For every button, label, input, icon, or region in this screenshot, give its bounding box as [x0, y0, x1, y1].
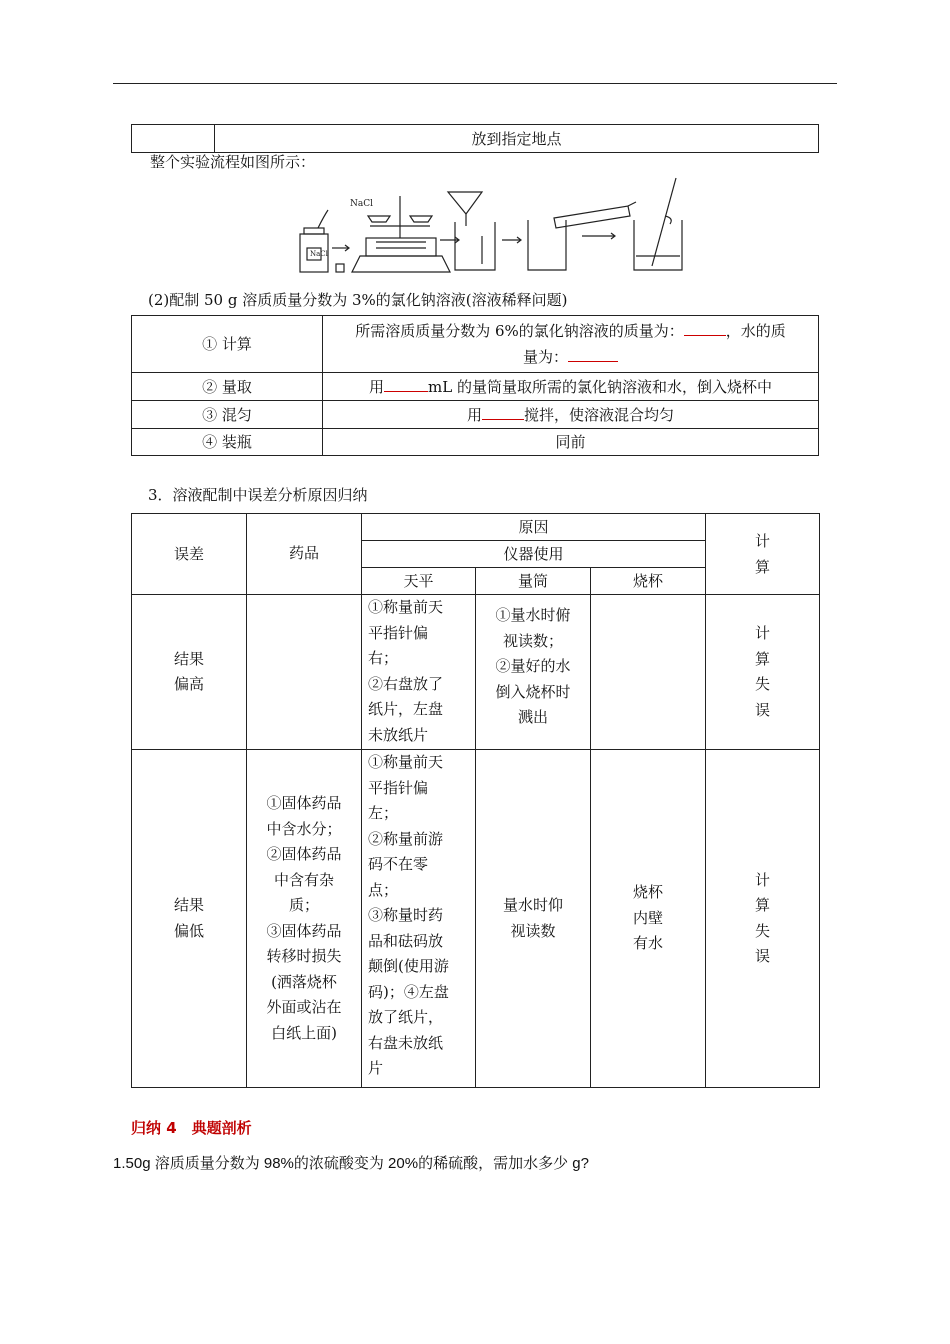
funnel-icon [448, 192, 482, 226]
top-table-right-cell: 放到指定地点 [215, 125, 819, 153]
low-cylinder: 量水时仰 视读数 [476, 750, 591, 1088]
content-cell: 用 mL 的量筒量取所需的氯化钠溶液和水，倒入烧杯中 [323, 373, 819, 401]
arrow-icon [502, 237, 521, 243]
header-balance: 天平 [362, 568, 476, 595]
question-text: 1.50g 溶质质量分数为 98%的浓硫酸变为 20%的稀硫酸，需加水多少 g? [113, 1155, 589, 1172]
dilution-heading: (2)配制 50 g 溶质质量分数为 3%的氯化钠溶液(溶液稀释问题) [148, 291, 568, 309]
high-label: 结果 偏高 [132, 595, 247, 750]
content-cell: 用 搅拌，使溶液混合均匀 [323, 401, 819, 429]
spatula-icon [336, 264, 344, 272]
flow-intro: 整个实验流程如图所示： [150, 153, 316, 171]
high-calc: 计 算 失 误 [706, 595, 820, 750]
table-row [132, 373, 819, 401]
header-cylinder: 量筒 [476, 568, 591, 595]
table-row [132, 316, 819, 373]
header-calc: 计 算 [706, 514, 820, 595]
answer-blank[interactable] [684, 319, 726, 336]
glass-rod-icon [652, 178, 676, 266]
step-cell: ① 计算 [132, 316, 323, 373]
nacl-label-jar: NaCl [310, 250, 328, 258]
top-table [131, 124, 819, 153]
header-error: 误差 [132, 514, 247, 595]
low-beaker: 烧杯 内壁 有水 [591, 750, 706, 1088]
low-drug: ①固体药品 中含水分； ②固体药品 中含有杂 质； ③固体药品 转移时损失 (洒落烧杯 外面或沾在 白纸上面) [247, 750, 362, 1088]
table-row-low [132, 750, 820, 1088]
header-instrument: 仪器使用 [362, 541, 706, 568]
arrow-icon [582, 233, 615, 239]
table-row [132, 429, 819, 456]
header-rule [113, 83, 837, 84]
error-heading: 3．溶液配制中误差分析原因归纳 [148, 486, 368, 504]
arrow-icon [440, 237, 459, 243]
content-cell: 同前 [323, 429, 819, 456]
step-cell: ③ 混匀 [132, 401, 323, 429]
high-drug [247, 595, 362, 750]
answer-blank[interactable] [482, 403, 524, 420]
high-beaker [591, 595, 706, 750]
error-table [131, 513, 820, 1088]
table-row-high [132, 595, 820, 750]
answer-blank[interactable] [568, 345, 618, 362]
low-balance: ①称量前天 平指针偏 左； ②称量前游 码不在零 点； ③称量时药 品和砝码放 颠倒(使用游 码)；④左盘 放了纸片， 右盘未放纸 片 [362, 750, 476, 1088]
step-cell: ④ 装瓶 [132, 429, 323, 456]
header-beaker: 烧杯 [591, 568, 706, 595]
top-table-empty-cell [132, 125, 215, 153]
summary-heading: 归纳 4 典题剖析 [131, 1119, 252, 1137]
arrow-icon [332, 245, 349, 251]
nacl-label-top: NaCl [350, 199, 374, 209]
reagent-jar-icon [300, 210, 328, 272]
header-reason: 原因 [362, 514, 706, 541]
low-calc: 计 算 失 误 [706, 750, 820, 1088]
high-balance: ①称量前天 平指针偏 右； ②右盘放了 纸片，左盘 未放纸片 [362, 595, 476, 750]
step-cell: ② 量取 [132, 373, 323, 401]
experiment-figure [290, 176, 690, 278]
beaker-icon [455, 222, 495, 270]
dilution-table [131, 315, 819, 456]
content-cell: 所需溶质质量分数为 6%的氯化钠溶液的质量为： ，水的质 量为： [323, 316, 819, 373]
high-cylinder: ①量水时俯 视读数； ②量好的水 倒入烧杯时 溅出 [476, 595, 591, 750]
header-drug: 药品 [247, 514, 362, 595]
low-label: 结果 偏低 [132, 750, 247, 1088]
answer-blank[interactable] [384, 375, 428, 392]
table-row [132, 401, 819, 429]
